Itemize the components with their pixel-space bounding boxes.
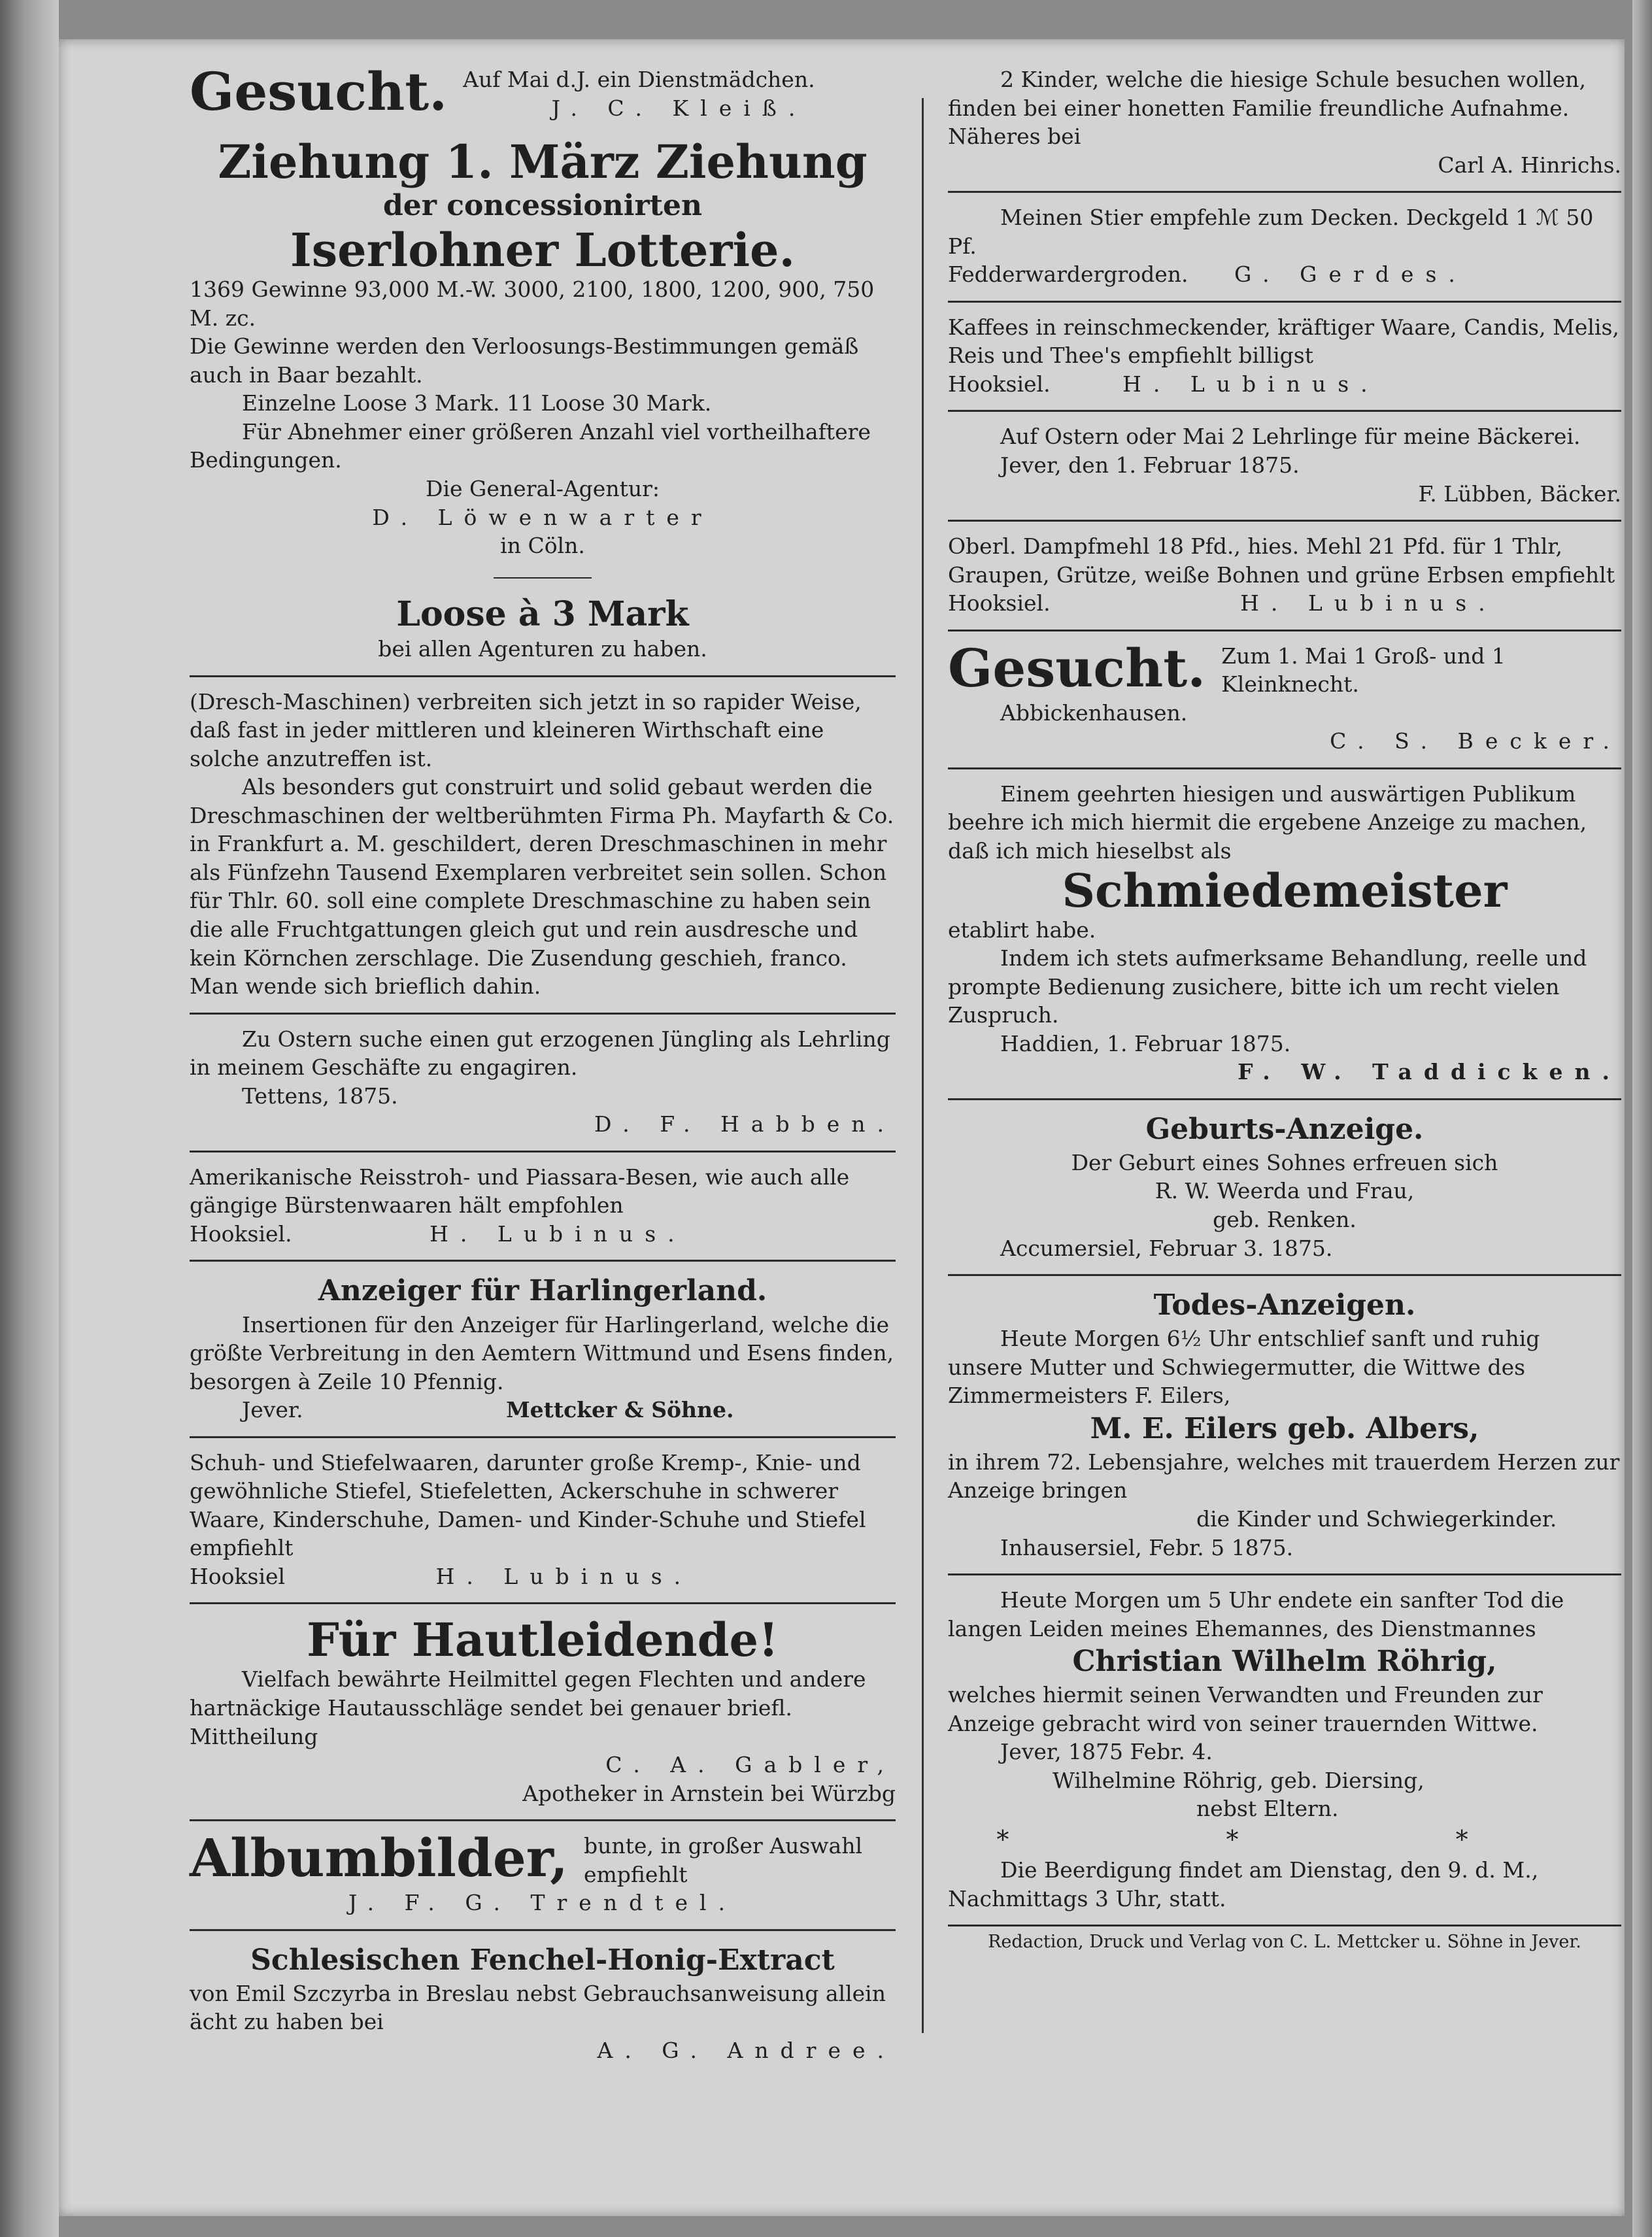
ad-text: Zum 1. Mai 1 Groß- und 1 Kleinknecht. <box>1221 643 1506 698</box>
ad-signature-2: nebst Eltern. <box>1196 1796 1339 1822</box>
ad-place: Hooksiel. <box>948 371 1051 397</box>
ad-signature: F. W. Taddicken. <box>1238 1059 1621 1085</box>
ad-todes-eilers <box>948 1280 1621 1570</box>
ad-text: Oberl. Dampfmehl 18 Pfd., hies. Mehl 21 Pfd. für 1 Thlr, Graupen, Grütze, weiße Bohnen und grüne Erbsen empfiehlt <box>948 533 1615 588</box>
ad-albumbilder <box>190 1825 896 1925</box>
ad-text: Heute Morgen 6½ Uhr entschlief sanft und ruhig unsere Mutter und Schwiegermutter, die Wittwe des Zimmermeisters F. Eilers, <box>948 1326 1540 1409</box>
ad-schuhwaaren <box>190 1442 896 1599</box>
ad-besen <box>190 1156 896 1256</box>
divider <box>190 1819 896 1821</box>
divider <box>948 1098 1621 1100</box>
divider <box>948 410 1621 412</box>
geburt-title: Geburts-Anzeige. <box>1145 1112 1424 1146</box>
ad-signature: G. Gerdes. <box>1234 261 1467 288</box>
ad-text: bunte, in großer Auswahl empfiehlt <box>583 1833 863 1887</box>
ad-lottery <box>190 130 896 568</box>
ad-kaffee <box>948 307 1621 407</box>
stars-separator: * * * <box>996 1825 1573 1855</box>
ad-place: Tettens, 1875. <box>242 1083 398 1109</box>
divider <box>190 1151 896 1152</box>
ad-text: Amerikanische Reisstroh- und Piassara-Besen, wie auch alle gängige Bürstenwaaren hält empfohlen <box>190 1164 850 1219</box>
ad-signature: Carl A. Hinrichs. <box>1438 152 1621 178</box>
ad-place: Accumersiel, Februar 3. 1875. <box>1000 1235 1333 1261</box>
lottery-price: Einzelne Loose 3 Mark. 11 Loose 30 Mark. <box>242 390 712 416</box>
ad-text-2: welches hiermit seinen Verwandten und Freunden zur Anzeige gebracht wird von seiner trauernden Wittwe. <box>948 1682 1543 1736</box>
ad-signature: H. Lubinus. <box>435 1563 693 1589</box>
ad-dampfmehl <box>948 526 1621 626</box>
divider <box>948 1925 1621 1926</box>
divider <box>190 1602 896 1604</box>
dresch-intro: (Dresch-Maschinen) verbreiten sich jetzt in so rapider Weise, daß fast in jeder mittleren und kleineren Wirthschaft eine solche anzutreffen ist. <box>190 688 862 771</box>
ad-signature: C. S. Becker. <box>1330 728 1621 754</box>
ad-dreschmaschinen <box>190 681 896 1009</box>
divider <box>948 1573 1621 1575</box>
short-divider <box>494 577 592 579</box>
lottery-name: Iserlohner Lotterie. <box>290 223 795 278</box>
ad-text: Zu Ostern suche einen gut erzogenen Jüngling als Lehrling in meinem Geschäfte zu engagiren. <box>190 1026 890 1081</box>
lottery-city: in Cöln. <box>500 533 585 559</box>
ad-text-3: Indem ich stets aufmerksame Behandlung, reelle und prompte Bedienung zusichere, bitte ich um recht vielen Zuspruch. <box>948 945 1587 1028</box>
ad-signature: die Kinder und Schwiegerkinder. <box>1196 1506 1557 1532</box>
ad-signature: H. Lubinus. <box>1240 590 1497 616</box>
ad-text-2: in ihrem 72. Lebensjahre, welches mit trauerdem Herzen zur Anzeige bringen <box>948 1449 1620 1504</box>
lottery-bulk: Für Abnehmer einer größeren Anzahl viel vortheilhaftere Bedingungen. <box>190 418 871 473</box>
ad-hautleidende <box>190 1608 896 1815</box>
ad-lehrlinge-baeckerei <box>948 416 1621 516</box>
ad-signature: J. C. Kleiß. <box>551 95 807 121</box>
divider <box>190 1260 896 1262</box>
fenchel-title: Schlesischen Fenchel-Honig-Extract <box>250 1943 835 1977</box>
ad-place: Jever, 1875 Febr. 4. <box>1000 1739 1213 1765</box>
ad-place: Jever, den 1. Februar 1875. <box>1000 452 1300 479</box>
ad-text: Meinen Stier empfehle zum Decken. Deckgeld 1 ℳ 50 Pf. <box>948 205 1594 259</box>
todes-title: Todes-Anzeigen. <box>1153 1288 1416 1322</box>
ad-lehrling-habben <box>190 1018 896 1147</box>
ad-signature: C. A. Gabler, <box>605 1752 896 1778</box>
ad-text: Vielfach bewährte Heilmittel gegen Flechten und andere hartnäckige Hautausschläge sendet bei genauer briefl. Mittheilung <box>190 1666 866 1749</box>
haut-title: Für Hautleidende! <box>307 1613 779 1668</box>
book-edge-left <box>0 0 59 2237</box>
schmiede-title: Schmiedemeister <box>1062 863 1508 918</box>
ad-text: Auf Mai d.J. ein Dienstmädchen. <box>463 67 815 92</box>
ad-signature: Wilhelmine Röhrig, geb. Diersing, <box>1053 1767 1424 1793</box>
ad-place: Hooksiel. <box>190 1220 292 1247</box>
ad-text: Der Geburt eines Sohnes erfreuen sich <box>1071 1149 1498 1175</box>
ad-text: Einem geehrten hiesigen und auswärtigen Publikum beehre ich mich hiermit die ergebene Anzeige zu machen, daß ich mich hieselbst als <box>948 781 1587 864</box>
divider <box>190 675 896 677</box>
ad-headline: Gesucht. <box>190 61 448 122</box>
divider <box>948 767 1621 769</box>
ad-signature: H. Lubinus. <box>430 1220 686 1247</box>
deceased-name: Christian Wilhelm Röhrig, <box>1072 1645 1497 1679</box>
ad-text-3: Die Beerdigung findet am Dienstag, den 9. d. M., Nachmittags 3 Uhr, statt. <box>948 1857 1539 1911</box>
lottery-title: Ziehung 1. März Ziehung <box>218 135 868 190</box>
ad-text: von Emil Szczyrba in Breslau nebst Gebrauchsanweisung allein ächt zu haben bei <box>190 1980 886 2035</box>
ad-place: Abbickenhausen. <box>1000 699 1188 726</box>
ad-anzeiger <box>190 1266 896 1432</box>
lottery-rules: Die Gewinne werden den Verloosungs-Bestimmungen gemäß auch in Baar bezahlt. <box>190 333 859 388</box>
divider <box>190 1013 896 1015</box>
ad-text: 2 Kinder, welche die hiesige Schule besuchen wollen, finden bei einer honetten Familie freundliche Aufnahme. Näheres bei <box>948 67 1586 150</box>
divider <box>190 1929 896 1931</box>
ad-text: Schuh- und Stiefelwaaren, darunter große Kremp-, Knie- und gewöhnliche Stiefel, Stiefeletten, Ackerschuhe in schwerer Waare, Kinderschuhe, Damen- und Kinder-Schuhe und Stiefel empfiehlt <box>190 1449 866 1561</box>
deceased-name: M. E. Eilers geb. Albers, <box>1090 1411 1479 1445</box>
ad-gesucht-dienstmaedchen <box>190 59 896 130</box>
divider <box>948 301 1621 303</box>
ad-place: Hooksiel <box>190 1563 286 1589</box>
ad-schmiedemeister <box>948 773 1621 1094</box>
ad-text: Heute Morgen um 5 Uhr endete ein sanfter Tod die langen Leiden meines Ehemannes, des Dienstmannes <box>948 1587 1564 1641</box>
ad-signature: H. Lubinus. <box>1122 371 1379 397</box>
ad-place: Inhausersiel, Febr. 5 1875. <box>1000 1534 1294 1560</box>
ad-fenchel-honig <box>190 1935 896 2073</box>
column-divider <box>922 98 924 2033</box>
lottery-agency: Die General-Agentur: <box>425 476 660 501</box>
ad-text: Auf Ostern oder Mai 2 Lehrlinge für meine Bäckerei. <box>1000 424 1581 450</box>
loose-title: Loose à 3 Mark <box>396 594 689 634</box>
ad-place: Hooksiel. <box>948 590 1051 616</box>
lottery-prizes: 1369 Gewinne 93,000 M.-W. 3000, 2100, 1800, 1200, 900, 750 M. zc. <box>190 277 875 331</box>
loose-subtitle: bei allen Agenturen zu haben. <box>378 636 707 662</box>
ad-todes-roehrig <box>948 1579 1621 1921</box>
ad-signature: J. F. G. Trendtel. <box>348 1890 737 1916</box>
ad-kinder <box>948 59 1621 187</box>
ad-signature-title: Apotheker in Arnstein bei Würzbg <box>522 1780 896 1806</box>
ad-signature: A. G. Andree. <box>597 2037 896 2063</box>
ad-place: Haddien, 1. Februar 1875. <box>1000 1030 1291 1056</box>
divider <box>948 191 1621 193</box>
ad-place: Fedderwardergroden. <box>948 261 1188 288</box>
right-column <box>948 59 1621 1954</box>
ad-headline: Albumbilder, <box>190 1827 568 1889</box>
ad-loose <box>190 588 896 671</box>
ad-place: Jever. <box>242 1397 303 1423</box>
ad-stier <box>948 197 1621 297</box>
ad-names: R. W. Weerda und Frau, <box>1155 1178 1415 1204</box>
left-column <box>190 59 896 2073</box>
lottery-agent: D. Löwenwarter <box>372 504 713 530</box>
anzeiger-title: Anzeiger für Harlingerland. <box>318 1274 767 1308</box>
divider <box>948 1274 1621 1276</box>
ad-gesucht-knecht <box>948 635 1621 764</box>
divider <box>190 1436 896 1438</box>
divider <box>948 520 1621 522</box>
book-edge-right <box>1632 0 1652 2237</box>
ad-headline: Gesucht. <box>948 637 1206 699</box>
ad-text: Insertionen für den Anzeiger für Harlingerland, welche die größte Verbreitung in den Aemtern Wittmund und Esens finden, besorgen à Zeile 10 Pfennig. <box>190 1311 894 1394</box>
ad-signature: F. Lübben, Bäcker. <box>1418 480 1621 507</box>
dresch-body: Als besonders gut construirt und solid gebaut werden die Dreschmaschinen der weltberühmten Firma Ph. Mayfarth & Co. in Frankfurt a. M. geschildert, deren Dreschmaschinen in mehr als Fünfzehn Tausend Exemplaren verbreitet sein sollen. Schon für Thlr. 60. soll eine complete Dreschmaschine zu haben sein die alle Fruchtgattungen gleich gut und rein ausdresche und kein Körnchen zerschlage. Die Zusendung geschieh, franco. Man wende sich brieflich dahin. <box>190 774 894 1000</box>
ad-signature: D. F. Habben. <box>594 1111 896 1137</box>
lottery-subtitle: der concessionirten <box>383 189 702 223</box>
ad-names-2: geb. Renken. <box>1213 1207 1357 1233</box>
imprint-footer: Redaction, Druck und Verlag von C. L. Mettcker u. Söhne in Jever. <box>988 1932 1581 1953</box>
divider <box>948 630 1621 631</box>
ad-text: Kaffees in reinschmeckender, kräftiger Waare, Candis, Melis, Reis und Thee's empfiehlt billigst <box>948 314 1619 369</box>
ad-text-2: etablirt habe. <box>948 917 1096 943</box>
ad-geburt <box>948 1104 1621 1270</box>
ad-signature: Mettcker & Söhne. <box>506 1397 734 1423</box>
